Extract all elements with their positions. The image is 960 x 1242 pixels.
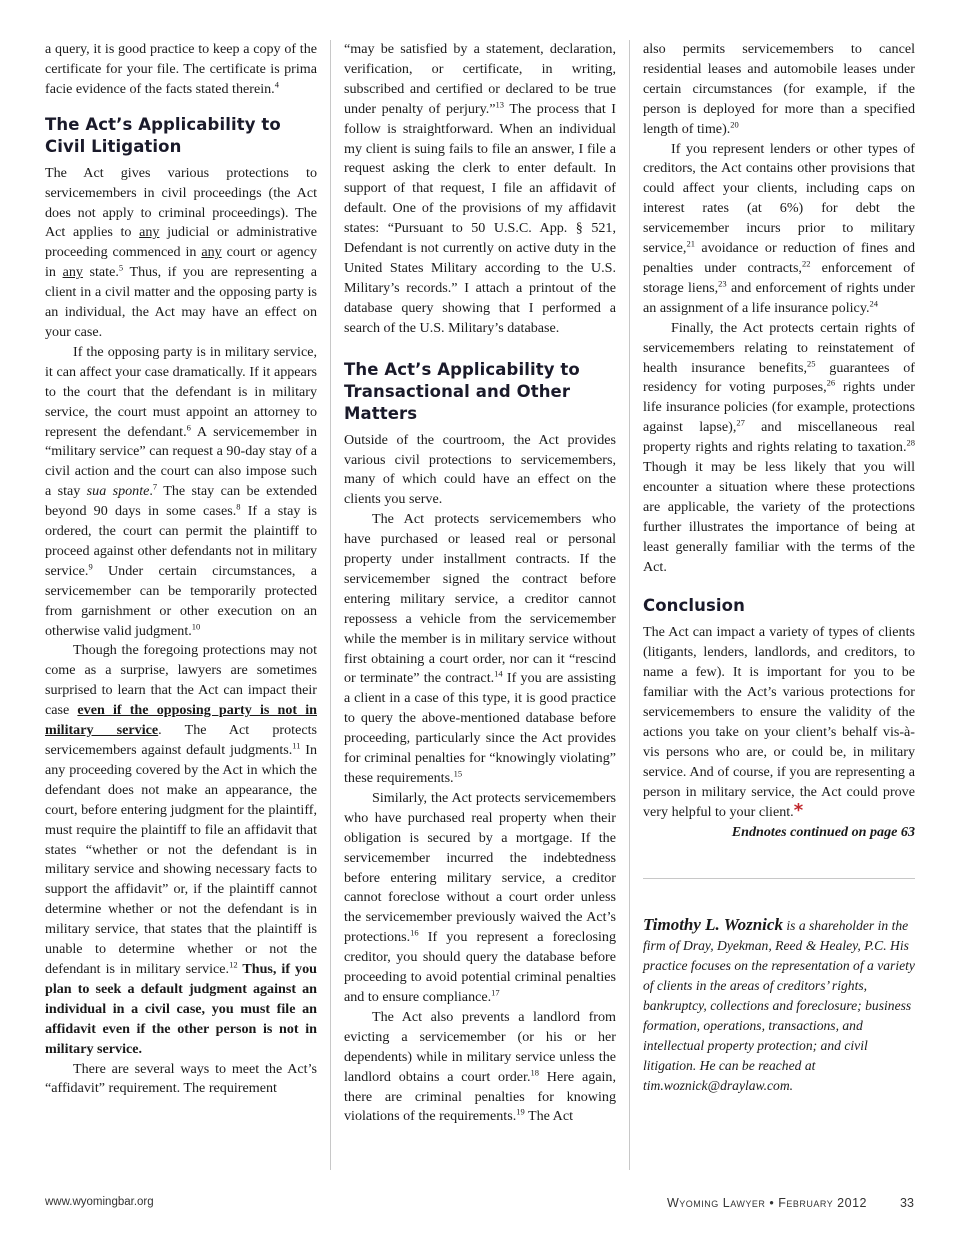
paragraph: Similarly, the Act protects servicemembers who have purchased real property when their obligation is secured by a mortgage. If the servicemember incurred the indebtedness before entering military service, a creditor cannot foreclose without a court order unless the servicemember previously waived the Act’s protections.$^{16}$ If you represent a foreclosing creditor, you should query the database before proceeding to avoid potential criminal penalties and to ensure compliance.$^{17}$ (344, 789, 616, 1005)
footnote-ref[interactable]: 17 (491, 987, 500, 998)
page-number: 33 (900, 1196, 914, 1210)
paragraph: “may be satisfied by a statement, declaration, verification, or certificate, in writing, subscribed and certified or declared to be true under penalty of perjury.”$^{13}$ The process that I follow is straightforward. When an individual my client is suing fails to file an answer, I file a request asking the clerk to enter default. In support of that request, I file an affidavit of default. One of the provisions of my affidavit states: “Pursuant to 50 U.S.C. App. § 521, Defendant is not currently on active duty in the United States Military according to the U.S. Military’s records.” I attach a printout of the database query showing that I performed a search of the U.S. Military’s database. (344, 41, 616, 336)
footnote-ref[interactable]: 11 (292, 740, 301, 751)
column-divider (330, 40, 331, 1170)
footnote-ref[interactable]: 16 (410, 927, 419, 938)
paragraph: Finally, the Act protects certain rights of servicemembers relating to reinstatement of health insurance benefits,$^{25}$ guarantees of residency for voting purposes,$^{26}$ rights under life insurance policies (for example, protections against lapse),$^{27}$ and miscellaneous real property rights and rights relating to taxation.$^{28}$ Though it may be less likely that you will encounter a situation where these protections are applicable, the variety of the protections further illustrates the importance of being at least generally familiar with the terms of the Act. (643, 319, 916, 575)
column-1 (45, 40, 317, 1099)
footnote-ref[interactable]: 18 (530, 1066, 539, 1077)
footnote-ref[interactable]: 9 (88, 561, 93, 572)
paragraph: The Act gives various protections to servicemembers in civil proceedings (the Act does not apply to criminal proceedings). The Act applies to any judicial or administrative proceeding commenced in any court or agency in any state.$^5$ Thus, if you are representing a client in a civil matter and the opposing party is an individual, the Act may have an effect on your case. (45, 164, 317, 340)
footnote-ref[interactable]: 4 (274, 79, 279, 90)
footnote-ref[interactable]: 5 (118, 262, 124, 273)
paragraph: Outside of the courtroom, the Act provides various civil protections to servicemembers, many of which could have an effect on the clients you serve. (344, 431, 616, 508)
footnote-ref[interactable]: 20 (730, 118, 739, 129)
column-divider (629, 40, 630, 1170)
footnote-ref[interactable]: 13 (495, 99, 505, 110)
footnote-ref[interactable]: 15 (453, 768, 463, 779)
footnote-ref[interactable]: 28 (906, 437, 915, 448)
paragraph: The Act also prevents a landlord from evicting a servicemember (or his or her dependents) while in military service unless the landlord obtains a court order.$^{18}$ Here again, there are criminal penalties for knowing violations of the requirements.$^{19}$ The Act (344, 1008, 616, 1125)
footer-publication: Wyoming Lawyer • February 2012 (667, 1196, 867, 1210)
column-3 (643, 40, 915, 1096)
footnote-ref[interactable]: 25 (807, 357, 816, 368)
footnote-ref[interactable]: 14 (494, 668, 503, 679)
end-mark-icon: * (793, 799, 804, 821)
author-bio: Timothy L. Woznick is a shareholder in the firm of Dray, Dyekman, Reed & Healey, P.C. His practice focuses on the representation of a variety of clients in the areas of creditors’ rights, bankruptcy, collections and foreclosure; business formation, operations, transactions, and intellectual property protection; and civil litigation. He can be reached at tim.woznick@draylaw.com. (643, 915, 915, 1094)
footer-website[interactable]: www.wyomingbar.org (45, 1196, 154, 1208)
footnote-ref[interactable]: 6 (186, 421, 191, 432)
paragraph: If the opposing party is in military service, it can affect your case dramatically. If it appears to the court that the defendant is in military service, the court must appoint an attorney to represent the defendant.$^6$ A servicemember in “military service” can request a 90-day stay of a civil action and the court can also impose such a stay sua sponte.$^7$ The stay can be extended beyond 90 days in some cases.$^8$ If a stay is ordered, the court can permit the plaintiff to proceed against other defendants not in military service.$^9$ Under certain circumstances, a servicemember can be temporarily protected from garnishment or other execution on an otherwise valid judgment.$^{10}$ (45, 343, 317, 639)
paragraph: The Act protects servicemembers who have purchased or leased real or personal property under installment contracts. If the servicemember signed the contract before entering military service, a creditor cannot repossess a vehicle from the servicemember while the member is in military service without first obtaining a court order, nor can it “rescind or terminate” the contract.$^{14}$ If you are assisting a client in a case of this type, it is good practice to query the above-mentioned database before proceeding, particularly since the Act provides for criminal penalties for “knowingly violating” these requirements.$^{15}$ (344, 511, 616, 786)
paragraph: Though the foregoing protections may not come as a surprise, lawyers are sometimes surprised to learn that the Act can impact their case even if the opposing party is not in military service. The Act protects servicemembers against default judgments.$^{11}$ In any proceeding covered by the Act in which the defendant does not make an appearance, the court, before entering judgment for the plaintiff, must require the plaintiff to file an affidavit that states “whether or not the defendant is in military service and showing necessary facts to support the affidavit” or, if the plaintiff cannot determine whether or not the defendant is in military service, that states that the plaintiff is unable to determine whether or not the defendant is in military service.$^{12}$ Thus, if you plan to seek a default judgment against an individual in a civil case, you must file an affidavit even if the other person is not in military service. (45, 642, 318, 1057)
paragraph: a query, it is good practice to keep a copy of the certificate for your file. The certificate is prima facie evidence of the facts stated therein.$^4$ (45, 41, 317, 97)
footnote-ref[interactable]: 10 (191, 620, 201, 631)
footnote-ref[interactable]: 27 (736, 417, 745, 428)
endnotes-continued[interactable]: Endnotes continued on page 63 (731, 823, 915, 840)
author-name: Timothy L. Woznick (643, 915, 783, 935)
section-heading-transactional: The Act’s Applicability to Transactional and Other Matters (344, 359, 580, 423)
section-heading-civil-litigation: The Act’s Applicability to Civil Litigation (45, 114, 281, 156)
divider (643, 878, 915, 879)
section-heading-conclusion: Conclusion (643, 596, 745, 616)
footnote-ref[interactable]: 23 (718, 278, 727, 289)
footnote-ref[interactable]: 7 (152, 481, 158, 492)
paragraph: also permits servicemembers to cancel residential leases and automobile leases under certain circumstances (for example, if the person is deployed for more than a specified length of time).$^{20}$ (643, 41, 915, 137)
footnote-ref[interactable]: 24 (869, 298, 878, 309)
paragraph: If you represent lenders or other types of creditors, the Act contains other provisions that could affect your clients, including caps on interest rates (at 6%) for debt the servicemember incurs prior to military service,$^{21}$ avoidance or reduction of fines and penalties under contracts,$^{22}$ enforcement of storage liens,$^{23}$ and enforcement of rights under an assignment of a life insurance policy.$^{24}$ (643, 140, 915, 316)
paragraph: There are several ways to meet the Act’s “affidavit” requirement. The requirement (45, 1060, 317, 1097)
column-2 (344, 40, 616, 1127)
footnote-ref[interactable]: 19 (516, 1106, 525, 1117)
paragraph: The Act can impact a variety of types of clients (litigants, lenders, landlords, and creditors, to name a few). It is important for you to be familiar with the Act’s various protections for servicemembers to ensure the validity of the actions you take on your client’s behalf vis-à-vis persons who are, or could be, in military service. And of course, if you are representing a person in military service, the Act could prove very helpful to your client.* (643, 624, 915, 821)
footnote-ref[interactable]: 22 (801, 258, 811, 269)
footnote-ref[interactable]: 12 (229, 959, 238, 970)
footnote-ref[interactable]: 26 (826, 377, 836, 388)
footnote-ref[interactable]: 8 (236, 501, 241, 512)
footnote-ref[interactable]: 21 (686, 238, 695, 249)
